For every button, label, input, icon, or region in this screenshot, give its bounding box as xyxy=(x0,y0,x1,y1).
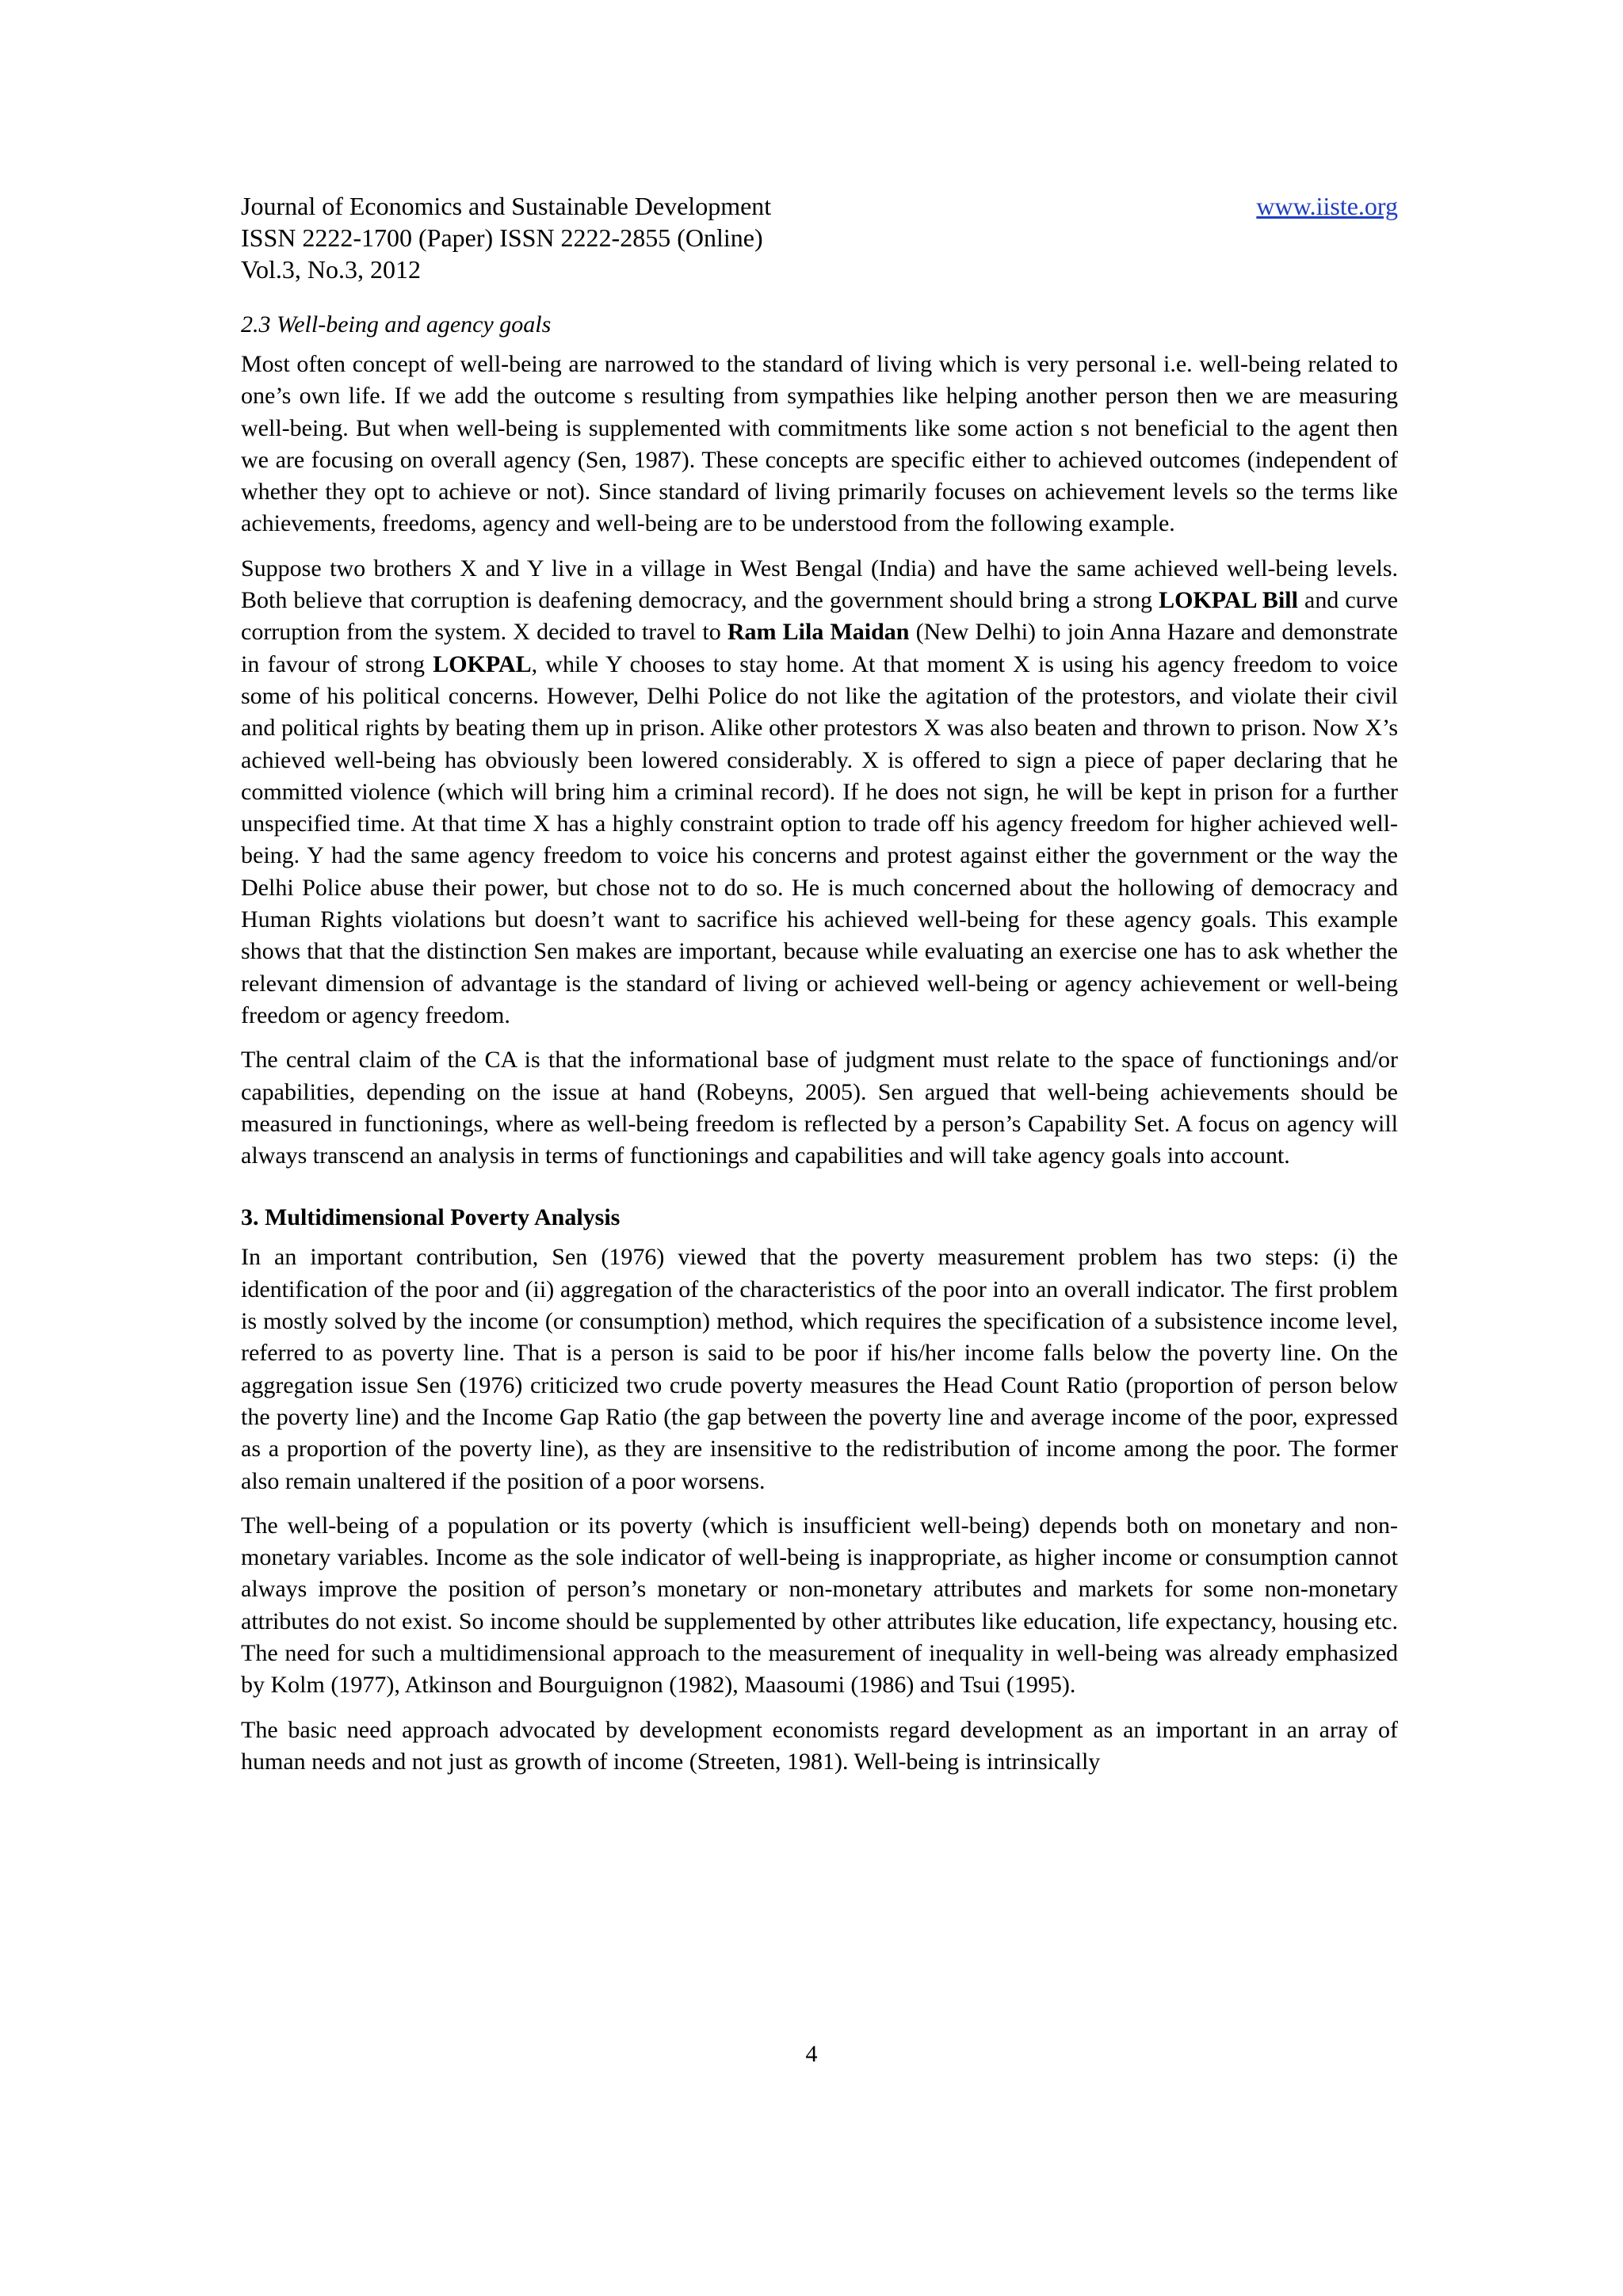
text-run: and curve corruption from the system. X decided to travel to xyxy=(241,587,1399,646)
text-run: Suppose two brothers X and Y live in a village in West Bengal (India) and have the same achieved well-being levels. Both believe that corruption is deafening democracy, and the government should bring a strong xyxy=(241,555,1398,614)
section-3-heading: 3. Multidimensional Poverty Analysis xyxy=(241,1204,621,1231)
page-content xyxy=(241,190,1398,1778)
journal-header xyxy=(241,190,1398,285)
text-run: , while Y chooses to stay home. At that moment X is using his agency freedom to voice some of his political concerns. However, Delhi Police do not like the agitation of the protestors, and violate their civil and political rights by beating them up in prison. Alike other protestors X was also beaten and thrown to prison. Now X’s achieved well-being has obviously been lowered considerably. X is offered to sign a piece of paper declaring that he committed violence (which will bring him a criminal record). If he does not sign, he will be kept in prison for a further unspecified time. At that time X has a highly constraint option to trade off his agency freedom for higher achieved well-being. Y had the same agency freedom to voice his concerns and protest against either the government or the way the Delhi Police abuse their power, but chose not to do so. He is much concerned about the hollowing of democracy and Human Rights violations but doesn’t want to sacrifice his achieved well-being for these agency goals. This example shows that that the distinction Sen makes are important, because while evaluating an exercise one has to ask whether the relevant dimension of advantage is the standard of living or achieved well-being or agency achievement or well-being freedom or agency freedom. xyxy=(241,650,1399,1028)
bold-term-lokpal-bill: LOKPAL Bill xyxy=(1159,587,1298,614)
paragraph-wellbeing-concept: Most often concept of well-being are narrowed to the standard of living which is very personal i.e. well-being related to one’s own life. If we add the outcome s resulting from sympathies like helping another person then we are measuring well-being. But when well-being is supplemented with commitments like some action s not beneficial to the agent then we are focusing on overall agency (Sen, 1987). These concepts are specific either to achieved outcomes (independent of whether they opt to achieve or not). Since standard of living primarily focuses on achievement levels so the terms like achievements, freedoms, agency and well-being are to be understood from the following example. xyxy=(241,351,1398,537)
page-number: 4 xyxy=(805,2041,818,2067)
journal-issn: ISSN 2222-1700 (Paper) ISSN 2222-2855 (Online) xyxy=(241,223,763,252)
journal-volume: Vol.3, No.3, 2012 xyxy=(241,255,421,284)
paragraph-brothers-example xyxy=(241,553,1398,1032)
paragraph-ca-central-claim: The central claim of the CA is that the informational base of judgment must relate to the space of functionings and/or capabilities, depending on the issue at hand (Robeyns, 2005). Sen argued that well-being achievements should be measured in functionings, where as well-being freedom is reflected by a person’s Capability Set. A focus on agency will always transcend an analysis in terms of functionings and capabilities and will take agency goals into account. xyxy=(241,1047,1398,1169)
paragraph-monetary-variables: The well-being of a population or its poverty (which is insufficient well-being) depends both on monetary and non-monetary variables. Income as the sole indicator of well-being is inappropriate, as higher income or consumption cannot always improve the position of person’s monetary or non-monetary attributes and markets for some non-monetary attributes do not exist. So income should be supplemented by other attributes like education, life expectancy, housing etc. The need for such a multidimensional approach to the measurement of inequality in well-being was already emphasized by Kolm (1977), Atkinson and Bourguignon (1982), Maasoumi (1986) and Tsui (1995). xyxy=(241,1512,1398,1699)
section-2-3-heading: 2.3 Well-being and agency goals xyxy=(241,311,552,338)
text-run: (New Delhi) to join Anna Hazare and demonstrate in favour of strong xyxy=(241,619,1398,677)
paragraph-basic-need-approach: The basic need approach advocated by development economists regard development as an important in an array of human needs and not just as growth of income (Streeten, 1981). Well-being is intrinsically xyxy=(241,1716,1398,1775)
bold-term-lokpal: LOKPAL xyxy=(433,650,532,677)
journal-url-link[interactable]: www.iiste.org xyxy=(1256,192,1398,220)
bold-term-ram-lila-maidan: Ram Lila Maidan xyxy=(727,619,910,646)
journal-title: Journal of Economics and Sustainable Development xyxy=(241,192,772,220)
paragraph-poverty-measurement: In an important contribution, Sen (1976) viewed that the poverty measurement problem has two steps: (i) the identification of the poor and (ii) aggregation of the characteristics of the poor into an overall indicator. The first problem is mostly solved by the income (or consumption) method, which requires the specification of a subsistence income level, referred to as poverty line. That is a person is said to be poor if his/her income falls below the poverty line. On the aggregation issue Sen (1976) criticized two crude poverty measures the Head Count Ratio (proportion of person below the poverty line) and the Income Gap Ratio (the gap between the poverty line and average income of the poor, expressed as a proportion of the poverty line), as they are insensitive to the redistribution of income among the poor. The former also remain unaltered if the position of a poor worsens. xyxy=(241,1244,1398,1494)
